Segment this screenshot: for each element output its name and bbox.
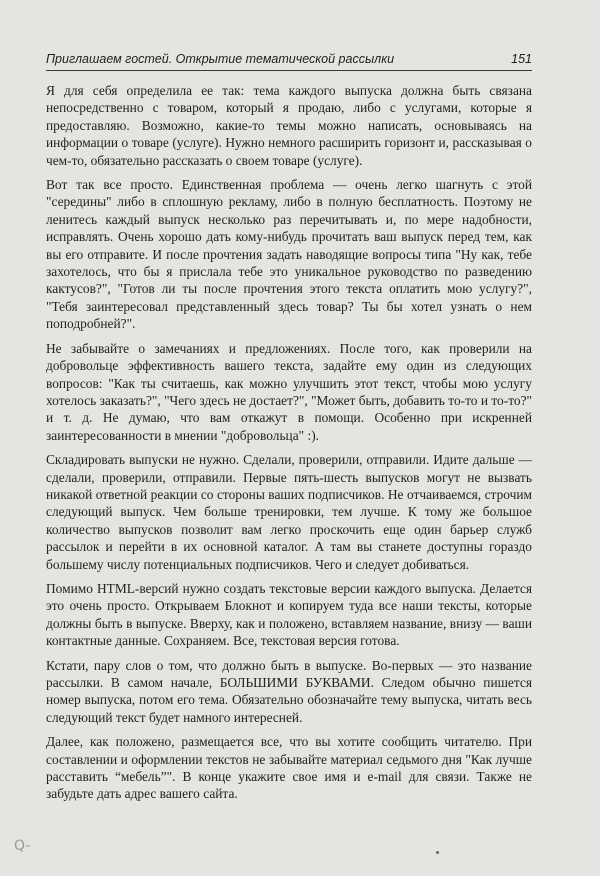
paragraph-1: Я для себя определила ее так: тема каждого выпуска должна быть связана непосредственно с товаром, который я продаю, либо с услугами, которые я предоставляю. Возможно, какие-то темы можно написать, основываясь на информации о товаре (услуге). Нужно немного расширить горизонт и, рассказывая о чем-то, обязательно рассказать о своем товаре (услуге). xyxy=(46,83,532,168)
page-number: 151 xyxy=(511,52,532,66)
body-text xyxy=(46,82,532,810)
paragraph-2: Вот так все просто. Единственная проблема — очень легко шагнуть с этой "середины" либо в сплошную рекламу, либо в полную бесплатность. Поэтому не ленитесь каждый выпуск несколько раз перечитывать и, по мере надобности, исправлять. Очень хорошо дать кому-нибудь прочитать ваш выпуск перед тем, как вы его отправите. И после прочтения задать наводящие вопросы типа "Ну как, тебе захотелось, что бы я прислала тебе это уникальное руководство по разведению кактусов?", "Готов ли ты после прочтения этого текста оплатить мою услугу?", "Тебя заинтересовал представленный здесь товар? Ты бы хотел узнать о нем поподробней?". xyxy=(46,177,532,332)
paragraph-3: Не забывайте о замечаниях и предложениях. После того, как проверили на добровольце эффективность вашего текста, задайте ему один из следующих вопросов: "Как ты считаешь, как можно улучшить этот текст, чтобы мою услугу хотелось заказать?", "Чего здесь не достает?", "Может быть, добавить то-то и то-то?" и т. д. Не думаю, что вам откажут в помощи. Особенно при искренней заинтересованности в мнении "добровольца" :). xyxy=(46,340,532,443)
paragraph-6: Кстати, пару слов о том, что должно быть в выпуске. Во-первых — это название рассылки. В самом начале, БОЛЬШИМИ БУКВАМИ. Следом обычно пишется номер выпуска, потом его тема. Обязательно обозначайте тему выпуска, читать весь следующий текст будет намного интересней. xyxy=(46,657,532,725)
paragraph-5: Помимо HTML-версий нужно создать текстовые версии каждого выпуска. Делается это очень просто. Открываем Блокнот и копируем туда все наши тексты, которые должны быть в выпуске. Вверху, как и положено, вставляем название, внизу — ваши контактные данные. Сохраняем. Все, текстовая версия готова. xyxy=(46,580,532,649)
scan-speck xyxy=(436,851,439,854)
paragraph-7: Далее, как положено, размещается все, что вы хотите сообщить читателю. При составлении и оформлении текстов не забывайте материал седьмого дня "Как лучше расставить “мебель”". В конце укажите свое имя и e-mail для связи. Также не забудьте дать адрес вашего сайта. xyxy=(46,734,532,802)
page-header xyxy=(46,50,532,71)
running-title: Приглашаем гостей. Открытие тематической рассылки xyxy=(46,52,395,66)
paragraph-4: Складировать выпуски не нужно. Сделали, проверили, отправили. Идите дальше — сделали, проверили, отправили. Первые пять-шесть выпусков могут не вызвать никакой ответной реакции со стороны ваших подписчиков. Не отчаиваемся, строчим следующий выпуск. Чем больше тренировки, тем лучше. К тому же большое количество выпусков позволит вам легко проскочить еще один барьер служб рассылок и перейти в их основной каталог. А там вы станете доступны гораздо большему числу потенциальных подписчиков. Чего и следует добиваться. xyxy=(46,452,532,572)
corner-scan-mark: Q- xyxy=(14,838,31,854)
